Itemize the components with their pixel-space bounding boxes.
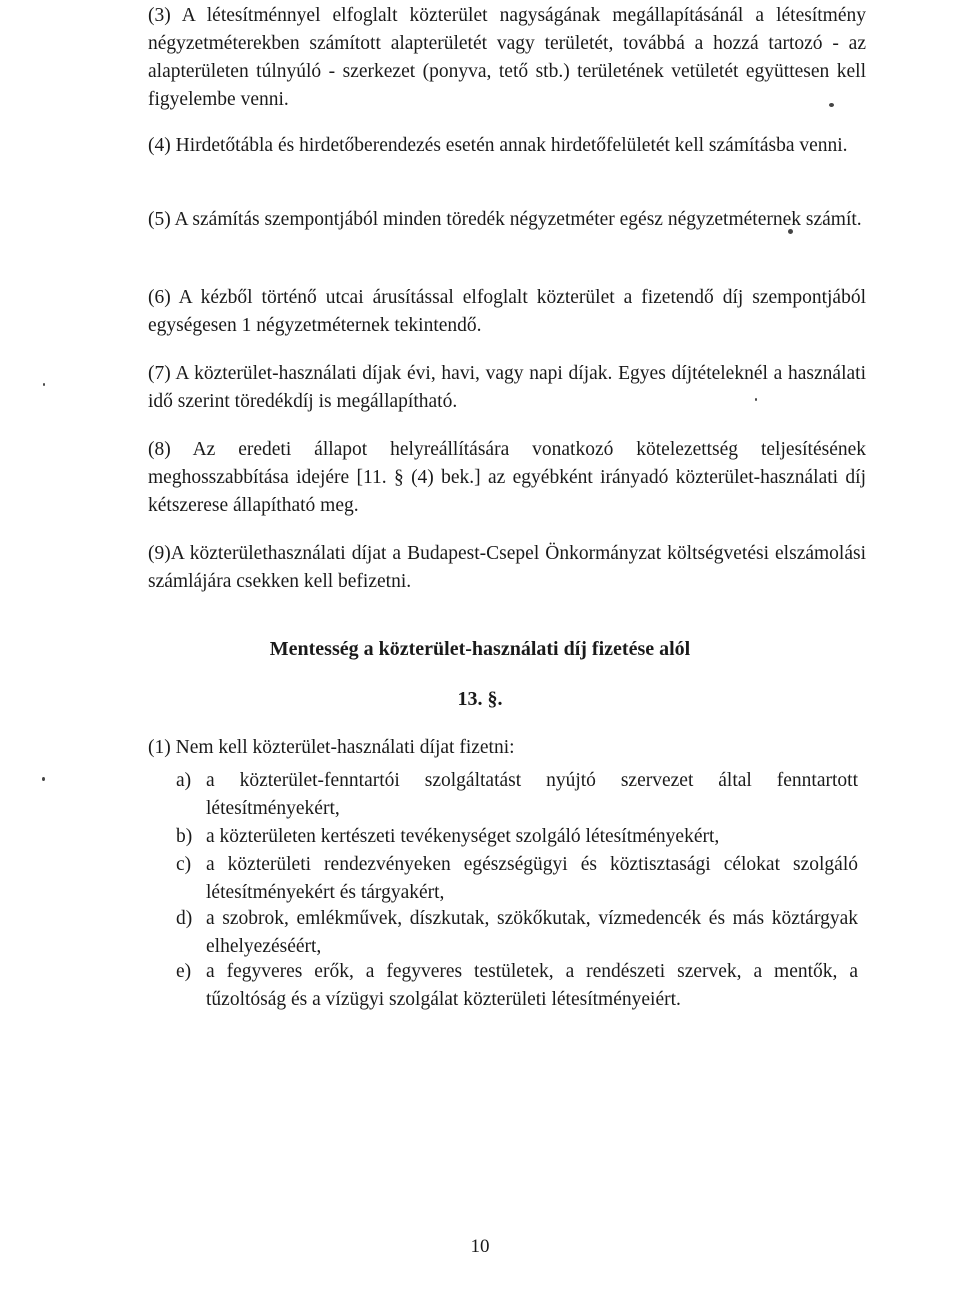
scan-speck [755, 398, 757, 401]
list-item [168, 958, 858, 1014]
paragraph-3: (3) A létesítménnyel elfoglalt közterület nagyságának megállapításánál a létesítmény négyzetméterekben számított alapterületét vagy területét, továbbá a hozzá tartozó - az alapterületen túlnyúló - szerkezet (ponyva, tető stb.) területének vetületét együttesen kell figyelembe venni. [148, 4, 866, 110]
paragraph-8: (8) Az eredeti állapot helyreállítására vonatkozó kötelezettség teljesítésének meghosszabbítása idejére [11. § (4) bek.] az egyébként irányadó közterület-használati díj kétszerese állapítható meg. [148, 438, 866, 516]
list-item [168, 767, 858, 823]
list-item-text: a közterület-fenntartói szolgáltatást nyújtó szervezet által fenntartott létesítményekért, [206, 770, 858, 819]
scan-speck [43, 383, 45, 386]
list-item-label: b) [176, 826, 193, 847]
paragraph-9: (9)A közterülethasználati díjat a Budapest-Csepel Önkormányzat költségvetési elszámolási számlájára csekken kell befizetni. [148, 542, 866, 592]
list-item [168, 905, 858, 961]
page-number: 10 [470, 1236, 490, 1257]
scan-speck [829, 103, 834, 107]
list-item-text: a szobrok, emlékművek, díszkutak, szökőkutak, vízmedencék és más köztárgyak elhelyezéséért, [206, 908, 858, 957]
exemption-intro: (1) Nem kell közterület-használati díjat fizetni: [148, 737, 515, 758]
scan-speck [42, 777, 45, 781]
list-item-label: c) [176, 854, 192, 875]
list-item-text: a fegyveres erők, a fegyveres testületek, a rendészeti szervek, a mentők, a tűzoltóság és a vízügyi szolgálat közterületi létesítményeiért. [206, 961, 858, 1010]
paragraph-4: (4) Hirdetőtábla és hirdetőberendezés esetén annak hirdetőfelületét kell számításba venni. [148, 134, 848, 156]
paragraph-5: (5) A számítás szempontjából minden töredék négyzetméter egész négyzetméternek számít. [148, 208, 862, 230]
paragraph-7: (7) A közterület-használati díjak évi, havi, vagy napi díjak. Egyes díjtételeknél a használati idő szerint töredékdíj is megállapítható. [148, 362, 866, 412]
list-item-label: e) [176, 961, 192, 982]
list-item [168, 823, 858, 851]
paragraph-6: (6) A kézből történő utcai árusítással elfoglalt közterület a fizetendő díj szempontjából egységesen 1 négyzetméternek tekintendő. [148, 286, 866, 336]
scan-speck [788, 229, 793, 234]
list-item-text: a közterületen kertészeti tevékenységet szolgáló létesítményekért, [206, 826, 720, 847]
section-number: 13. §. [457, 688, 503, 710]
section-heading: Mentesség a közterület-használati díj fizetése alól [269, 638, 691, 660]
list-item [168, 851, 858, 907]
list-item-label: d) [176, 908, 193, 929]
list-item-text: a közterületi rendezvényeken egészségügyi és köztisztasági célokat szolgáló létesítményekért és tárgyakért, [206, 854, 858, 903]
list-item-label: a) [176, 770, 192, 791]
